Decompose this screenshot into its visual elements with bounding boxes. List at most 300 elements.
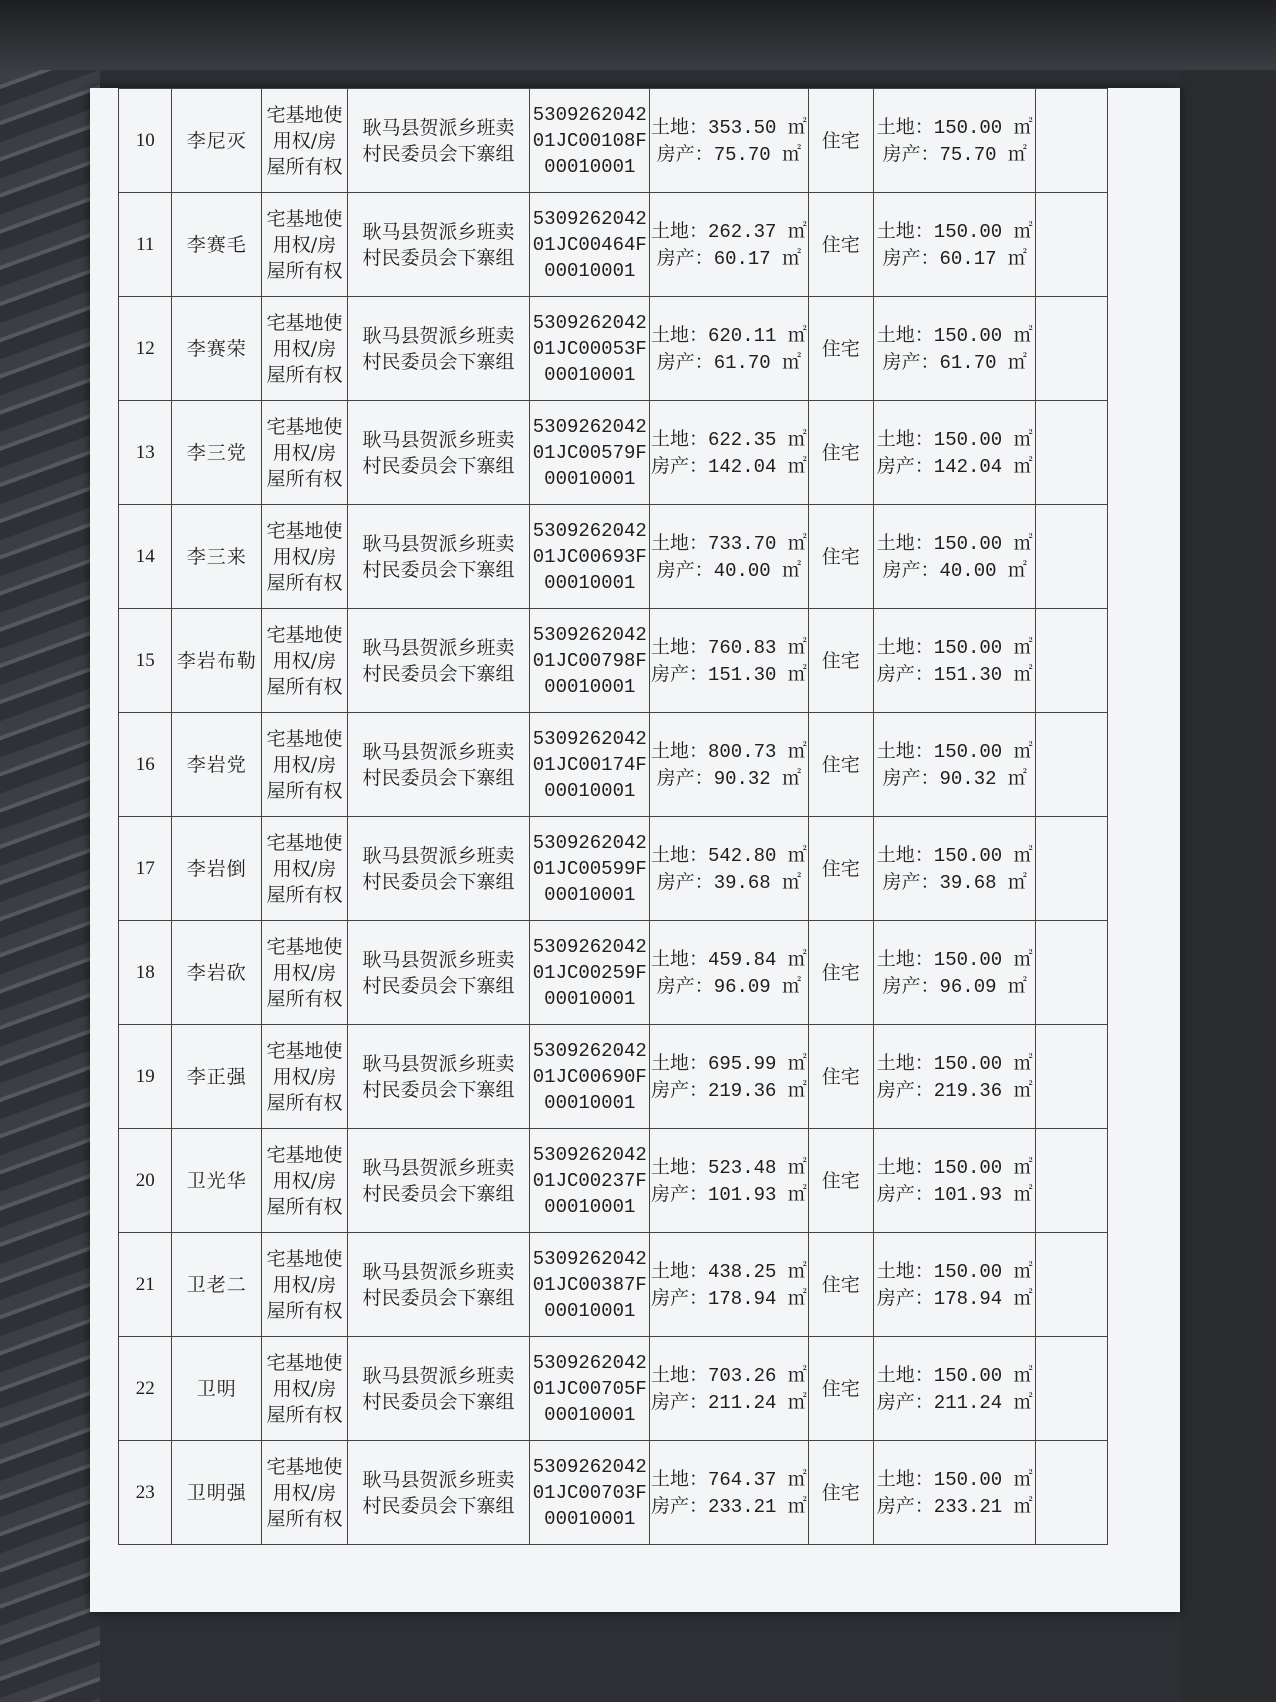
location-line: 村民委员会下寨组 bbox=[362, 766, 515, 789]
right-type bbox=[262, 505, 348, 609]
house-value: 101.93 ㎡ bbox=[933, 1183, 1033, 1206]
unit-code bbox=[530, 1129, 650, 1233]
land-use: 住宅 bbox=[808, 713, 874, 817]
right-type bbox=[262, 921, 348, 1025]
land-value: 353.50 ㎡ bbox=[707, 116, 807, 139]
table-row bbox=[119, 817, 1108, 921]
land-label: 土地： bbox=[650, 1467, 708, 1490]
right-type-line: 宅基地使 bbox=[266, 935, 343, 958]
land-label: 土地： bbox=[650, 219, 708, 242]
registered-area bbox=[650, 713, 808, 817]
unit-code-line: 5309262042 bbox=[532, 519, 647, 542]
owner-name: 李三党 bbox=[172, 401, 262, 505]
location-line: 村民委员会下寨组 bbox=[362, 662, 515, 685]
right-type-line: 宅基地使 bbox=[266, 1039, 343, 1062]
row-number: 11 bbox=[119, 193, 172, 297]
right-type-line: 宅基地使 bbox=[266, 519, 343, 542]
land-area-line bbox=[650, 1466, 807, 1493]
land-label: 土地： bbox=[876, 1051, 934, 1074]
land-area-line bbox=[874, 1258, 1035, 1285]
table-row bbox=[119, 1025, 1108, 1129]
land-value: 438.25 ㎡ bbox=[707, 1260, 807, 1283]
land-value: 150.00 ㎡ bbox=[933, 1468, 1033, 1491]
unit-code-line: 01JC00108F bbox=[532, 129, 647, 152]
land-value: 262.37 ㎡ bbox=[707, 220, 807, 243]
location-line: 耿马县贺派乡班卖 bbox=[362, 844, 515, 867]
location-line: 村民委员会下寨组 bbox=[362, 142, 515, 165]
land-label: 土地： bbox=[650, 843, 708, 866]
location bbox=[347, 1025, 529, 1129]
location-line: 耿马县贺派乡班卖 bbox=[362, 116, 515, 139]
house-label: 房产： bbox=[876, 454, 934, 477]
unit-code-line: 5309262042 bbox=[532, 831, 647, 854]
location-line: 耿马县贺派乡班卖 bbox=[362, 1052, 515, 1075]
land-value: 150.00 ㎡ bbox=[933, 116, 1033, 139]
land-area-line bbox=[874, 426, 1035, 453]
right-type-line: 屋所有权 bbox=[266, 779, 343, 802]
land-label: 土地： bbox=[650, 739, 708, 762]
land-area-line bbox=[650, 842, 807, 869]
approved-area bbox=[874, 1441, 1036, 1545]
unit-code-line: 00010001 bbox=[544, 1507, 636, 1530]
owner-name: 李赛毛 bbox=[172, 193, 262, 297]
land-area-line bbox=[650, 1154, 807, 1181]
right-type-line: 用权/房 bbox=[272, 753, 337, 776]
land-value: 695.99 ㎡ bbox=[707, 1052, 807, 1075]
land-value: 523.48 ㎡ bbox=[707, 1156, 807, 1179]
right-type bbox=[262, 817, 348, 921]
unit-code bbox=[530, 401, 650, 505]
house-value: 233.21 ㎡ bbox=[707, 1495, 807, 1518]
house-area-line bbox=[650, 1285, 807, 1312]
house-value: 211.24 ㎡ bbox=[707, 1391, 807, 1414]
right-type-line: 用权/房 bbox=[272, 1377, 337, 1400]
unit-code-line: 00010001 bbox=[544, 779, 636, 802]
house-value: 151.30 ㎡ bbox=[707, 663, 807, 686]
house-value: 90.32 ㎡ bbox=[713, 767, 802, 790]
row-number: 16 bbox=[119, 713, 172, 817]
location-line: 村民委员会下寨组 bbox=[362, 1390, 515, 1413]
right-type-line: 屋所有权 bbox=[266, 1195, 343, 1218]
approved-area bbox=[874, 505, 1036, 609]
land-area-line bbox=[650, 426, 807, 453]
unit-code-line: 00010001 bbox=[544, 987, 636, 1010]
approved-area bbox=[874, 1129, 1036, 1233]
desk-background-left bbox=[0, 70, 100, 1702]
land-use: 住宅 bbox=[808, 401, 874, 505]
right-type bbox=[262, 401, 348, 505]
house-value: 39.68 ㎡ bbox=[939, 871, 1027, 894]
right-type-line: 屋所有权 bbox=[266, 675, 343, 698]
row-number: 13 bbox=[119, 401, 172, 505]
right-type-line: 用权/房 bbox=[272, 649, 337, 672]
owner-name: 李岩党 bbox=[172, 713, 262, 817]
land-use: 住宅 bbox=[808, 921, 874, 1025]
unit-code-line: 01JC00703F bbox=[532, 1481, 647, 1504]
house-value: 60.17 ㎡ bbox=[713, 247, 802, 270]
remarks bbox=[1036, 921, 1108, 1025]
remarks bbox=[1036, 1337, 1108, 1441]
house-area-line bbox=[650, 973, 807, 1000]
remarks bbox=[1036, 505, 1108, 609]
location bbox=[347, 193, 529, 297]
land-label: 土地： bbox=[650, 323, 708, 346]
right-type-line: 屋所有权 bbox=[266, 1091, 343, 1114]
right-type-line: 用权/房 bbox=[272, 1273, 337, 1296]
unit-code-line: 01JC00237F bbox=[532, 1169, 647, 1192]
remarks bbox=[1036, 89, 1108, 193]
location-line: 村民委员会下寨组 bbox=[362, 1286, 515, 1309]
owner-name: 李岩倒 bbox=[172, 817, 262, 921]
house-value: 219.36 ㎡ bbox=[707, 1079, 807, 1102]
house-label: 房产： bbox=[882, 246, 940, 269]
location bbox=[347, 505, 529, 609]
house-label: 房产： bbox=[656, 246, 714, 269]
unit-code-line: 00010001 bbox=[544, 155, 636, 178]
remarks bbox=[1036, 297, 1108, 401]
right-type-line: 宅基地使 bbox=[266, 1247, 343, 1270]
house-area-line bbox=[874, 1493, 1035, 1520]
owner-name: 李赛荣 bbox=[172, 297, 262, 401]
land-label: 土地： bbox=[650, 947, 708, 970]
house-value: 75.70 ㎡ bbox=[939, 143, 1027, 166]
house-value: 151.30 ㎡ bbox=[933, 663, 1033, 686]
house-area-line bbox=[650, 1181, 807, 1208]
land-use: 住宅 bbox=[808, 1337, 874, 1441]
right-type-line: 屋所有权 bbox=[266, 155, 343, 178]
location-line: 耿马县贺派乡班卖 bbox=[362, 220, 515, 243]
location-line: 耿马县贺派乡班卖 bbox=[362, 532, 515, 555]
table-row bbox=[119, 505, 1108, 609]
right-type-line: 屋所有权 bbox=[266, 1403, 343, 1426]
house-area-line bbox=[874, 141, 1035, 168]
land-area-line bbox=[874, 218, 1035, 245]
house-value: 61.70 ㎡ bbox=[713, 351, 802, 374]
unit-code bbox=[530, 505, 650, 609]
land-label: 土地： bbox=[876, 219, 934, 242]
unit-code-line: 00010001 bbox=[544, 571, 636, 594]
table-row bbox=[119, 1441, 1108, 1545]
unit-code bbox=[530, 609, 650, 713]
table-row bbox=[119, 1233, 1108, 1337]
unit-code-line: 00010001 bbox=[544, 1195, 636, 1218]
house-value: 211.24 ㎡ bbox=[933, 1391, 1033, 1414]
land-value: 150.00 ㎡ bbox=[933, 428, 1033, 451]
land-area-line bbox=[650, 218, 807, 245]
location-line: 村民委员会下寨组 bbox=[362, 974, 515, 997]
unit-code-line: 00010001 bbox=[544, 259, 636, 282]
location bbox=[347, 89, 529, 193]
row-number: 20 bbox=[119, 1129, 172, 1233]
land-label: 土地： bbox=[650, 1051, 708, 1074]
unit-code-line: 01JC00053F bbox=[532, 337, 647, 360]
location-line: 村民委员会下寨组 bbox=[362, 1078, 515, 1101]
owner-name: 李岩布勒 bbox=[172, 609, 262, 713]
registered-area bbox=[650, 297, 808, 401]
location-line: 耿马县贺派乡班卖 bbox=[362, 740, 515, 763]
right-type-line: 用权/房 bbox=[272, 1481, 337, 1504]
location-line: 耿马县贺派乡班卖 bbox=[362, 324, 515, 347]
approved-area bbox=[874, 921, 1036, 1025]
house-label: 房产： bbox=[876, 1078, 934, 1101]
unit-code bbox=[530, 713, 650, 817]
house-area-line bbox=[874, 349, 1035, 376]
house-value: 96.09 ㎡ bbox=[713, 975, 802, 998]
approved-area bbox=[874, 193, 1036, 297]
unit-code bbox=[530, 1441, 650, 1545]
remarks bbox=[1036, 1441, 1108, 1545]
unit-code-line: 00010001 bbox=[544, 1091, 636, 1114]
land-value: 760.83 ㎡ bbox=[707, 636, 807, 659]
land-label: 土地： bbox=[650, 635, 708, 658]
row-number: 19 bbox=[119, 1025, 172, 1129]
unit-code-line: 01JC00387F bbox=[532, 1273, 647, 1296]
land-use: 住宅 bbox=[808, 505, 874, 609]
right-type-line: 用权/房 bbox=[272, 233, 337, 256]
land-area-line bbox=[650, 1258, 807, 1285]
right-type bbox=[262, 713, 348, 817]
location-line: 耿马县贺派乡班卖 bbox=[362, 428, 515, 451]
table-row bbox=[119, 1129, 1108, 1233]
house-value: 61.70 ㎡ bbox=[939, 351, 1027, 374]
house-area-line bbox=[650, 1077, 807, 1104]
right-type-line: 宅基地使 bbox=[266, 831, 343, 854]
location bbox=[347, 1233, 529, 1337]
registered-area bbox=[650, 609, 808, 713]
location-line: 耿马县贺派乡班卖 bbox=[362, 948, 515, 971]
house-area-line bbox=[650, 453, 807, 480]
location-line: 耿马县贺派乡班卖 bbox=[362, 1468, 515, 1491]
location-line: 耿马县贺派乡班卖 bbox=[362, 636, 515, 659]
right-type-line: 宅基地使 bbox=[266, 1455, 343, 1478]
unit-code-line: 00010001 bbox=[544, 675, 636, 698]
land-label: 土地： bbox=[650, 427, 708, 450]
owner-name: 卫老二 bbox=[172, 1233, 262, 1337]
table-row bbox=[119, 921, 1108, 1025]
land-label: 土地： bbox=[876, 531, 934, 554]
house-area-line bbox=[650, 869, 807, 896]
unit-code-line: 01JC00579F bbox=[532, 441, 647, 464]
land-value: 150.00 ㎡ bbox=[933, 636, 1033, 659]
unit-code-line: 5309262042 bbox=[532, 623, 647, 646]
house-label: 房产： bbox=[650, 1494, 708, 1517]
land-value: 150.00 ㎡ bbox=[933, 324, 1033, 347]
remarks bbox=[1036, 1233, 1108, 1337]
house-value: 178.94 ㎡ bbox=[707, 1287, 807, 1310]
unit-code-line: 01JC00259F bbox=[532, 961, 647, 984]
house-area-line bbox=[650, 245, 807, 272]
right-type-line: 用权/房 bbox=[272, 337, 337, 360]
land-value: 150.00 ㎡ bbox=[933, 220, 1033, 243]
house-value: 40.00 ㎡ bbox=[713, 559, 802, 582]
desk-background-top bbox=[0, 0, 1276, 70]
right-type-line: 屋所有权 bbox=[266, 467, 343, 490]
row-number: 14 bbox=[119, 505, 172, 609]
location-line: 村民委员会下寨组 bbox=[362, 454, 515, 477]
right-type bbox=[262, 1337, 348, 1441]
house-value: 178.94 ㎡ bbox=[933, 1287, 1033, 1310]
house-label: 房产： bbox=[650, 1390, 708, 1413]
right-type bbox=[262, 89, 348, 193]
unit-code bbox=[530, 1233, 650, 1337]
table-row bbox=[119, 89, 1108, 193]
land-use: 住宅 bbox=[808, 1233, 874, 1337]
table-body bbox=[119, 89, 1108, 1545]
owner-name: 李岩砍 bbox=[172, 921, 262, 1025]
land-area-line bbox=[874, 322, 1035, 349]
land-use: 住宅 bbox=[808, 1129, 874, 1233]
land-use: 住宅 bbox=[808, 1025, 874, 1129]
document-page bbox=[90, 88, 1180, 1612]
house-area-line bbox=[650, 557, 807, 584]
house-label: 房产： bbox=[876, 1390, 934, 1413]
land-label: 土地： bbox=[876, 427, 934, 450]
house-label: 房产： bbox=[882, 350, 940, 373]
land-label: 土地： bbox=[876, 947, 934, 970]
owner-name: 李正强 bbox=[172, 1025, 262, 1129]
right-type-line: 宅基地使 bbox=[266, 1351, 343, 1374]
right-type-line: 屋所有权 bbox=[266, 1299, 343, 1322]
house-label: 房产： bbox=[882, 870, 940, 893]
land-use: 住宅 bbox=[808, 1441, 874, 1545]
remarks bbox=[1036, 401, 1108, 505]
location bbox=[347, 1337, 529, 1441]
unit-code-line: 01JC00705F bbox=[532, 1377, 647, 1400]
land-area-line bbox=[650, 322, 807, 349]
house-area-line bbox=[650, 141, 807, 168]
table-row bbox=[119, 713, 1108, 817]
table-row bbox=[119, 609, 1108, 713]
unit-code-line: 5309262042 bbox=[532, 207, 647, 230]
house-label: 房产： bbox=[656, 974, 714, 997]
house-label: 房产： bbox=[882, 142, 940, 165]
approved-area bbox=[874, 1025, 1036, 1129]
house-area-line bbox=[874, 1285, 1035, 1312]
unit-code-line: 01JC00690F bbox=[532, 1065, 647, 1088]
location bbox=[347, 401, 529, 505]
land-area-line bbox=[874, 114, 1035, 141]
right-type bbox=[262, 609, 348, 713]
right-type bbox=[262, 1129, 348, 1233]
registered-area bbox=[650, 921, 808, 1025]
unit-code bbox=[530, 193, 650, 297]
right-type-line: 用权/房 bbox=[272, 857, 337, 880]
land-area-line bbox=[874, 842, 1035, 869]
owner-name: 卫明强 bbox=[172, 1441, 262, 1545]
unit-code-line: 5309262042 bbox=[532, 935, 647, 958]
right-type-line: 屋所有权 bbox=[266, 883, 343, 906]
land-area-line bbox=[650, 530, 807, 557]
registered-area bbox=[650, 89, 808, 193]
house-area-line bbox=[874, 1077, 1035, 1104]
land-value: 150.00 ㎡ bbox=[933, 1156, 1033, 1179]
house-value: 90.32 ㎡ bbox=[939, 767, 1027, 790]
land-area-line bbox=[874, 1362, 1035, 1389]
land-use: 住宅 bbox=[808, 89, 874, 193]
location bbox=[347, 297, 529, 401]
land-use: 住宅 bbox=[808, 817, 874, 921]
right-type-line: 用权/房 bbox=[272, 129, 337, 152]
right-type bbox=[262, 1441, 348, 1545]
row-number: 21 bbox=[119, 1233, 172, 1337]
house-area-line bbox=[650, 661, 807, 688]
row-number: 23 bbox=[119, 1441, 172, 1545]
unit-code bbox=[530, 817, 650, 921]
house-label: 房产： bbox=[650, 1182, 708, 1205]
right-type-line: 用权/房 bbox=[272, 545, 337, 568]
land-area-line bbox=[650, 946, 807, 973]
right-type bbox=[262, 193, 348, 297]
table-row bbox=[119, 401, 1108, 505]
land-label: 土地： bbox=[650, 1155, 708, 1178]
right-type-line: 宅基地使 bbox=[266, 207, 343, 230]
unit-code-line: 01JC00464F bbox=[532, 233, 647, 256]
desk-background-right bbox=[1180, 70, 1276, 1702]
location-line: 村民委员会下寨组 bbox=[362, 350, 515, 373]
location-line: 村民委员会下寨组 bbox=[362, 870, 515, 893]
house-value: 39.68 ㎡ bbox=[713, 871, 802, 894]
row-number: 17 bbox=[119, 817, 172, 921]
remarks bbox=[1036, 817, 1108, 921]
table-row bbox=[119, 1337, 1108, 1441]
unit-code-line: 01JC00798F bbox=[532, 649, 647, 672]
house-area-line bbox=[650, 765, 807, 792]
unit-code-line: 00010001 bbox=[544, 363, 636, 386]
land-area-line bbox=[874, 738, 1035, 765]
house-label: 房产： bbox=[876, 1494, 934, 1517]
registered-area bbox=[650, 193, 808, 297]
land-value: 150.00 ㎡ bbox=[933, 1052, 1033, 1075]
location-line: 村民委员会下寨组 bbox=[362, 1182, 515, 1205]
unit-code-line: 01JC00693F bbox=[532, 545, 647, 568]
house-label: 房产： bbox=[650, 1286, 708, 1309]
location bbox=[347, 609, 529, 713]
registered-area bbox=[650, 1337, 808, 1441]
right-type bbox=[262, 1233, 348, 1337]
right-type-line: 宅基地使 bbox=[266, 623, 343, 646]
house-area-line bbox=[874, 453, 1035, 480]
remarks bbox=[1036, 609, 1108, 713]
right-type-line: 用权/房 bbox=[272, 1065, 337, 1088]
unit-code-line: 5309262042 bbox=[532, 1143, 647, 1166]
land-label: 土地： bbox=[876, 1155, 934, 1178]
unit-code-line: 00010001 bbox=[544, 1299, 636, 1322]
registered-area bbox=[650, 1129, 808, 1233]
row-number: 15 bbox=[119, 609, 172, 713]
land-label: 土地： bbox=[876, 1259, 934, 1282]
land-label: 土地： bbox=[876, 115, 934, 138]
owner-name: 李尼灭 bbox=[172, 89, 262, 193]
house-label: 房产： bbox=[882, 766, 940, 789]
house-value: 75.70 ㎡ bbox=[713, 143, 802, 166]
approved-area bbox=[874, 1337, 1036, 1441]
right-type-line: 屋所有权 bbox=[266, 363, 343, 386]
unit-code-line: 5309262042 bbox=[532, 415, 647, 438]
house-label: 房产： bbox=[656, 870, 714, 893]
land-area-line bbox=[874, 1466, 1035, 1493]
land-value: 150.00 ㎡ bbox=[933, 948, 1033, 971]
land-value: 150.00 ㎡ bbox=[933, 532, 1033, 555]
house-label: 房产： bbox=[650, 662, 708, 685]
land-label: 土地： bbox=[650, 1259, 708, 1282]
land-area-line bbox=[650, 114, 807, 141]
land-label: 土地： bbox=[876, 739, 934, 762]
house-label: 房产： bbox=[876, 662, 934, 685]
house-area-line bbox=[874, 973, 1035, 1000]
location bbox=[347, 921, 529, 1025]
unit-code-line: 00010001 bbox=[544, 883, 636, 906]
right-type-line: 宅基地使 bbox=[266, 727, 343, 750]
